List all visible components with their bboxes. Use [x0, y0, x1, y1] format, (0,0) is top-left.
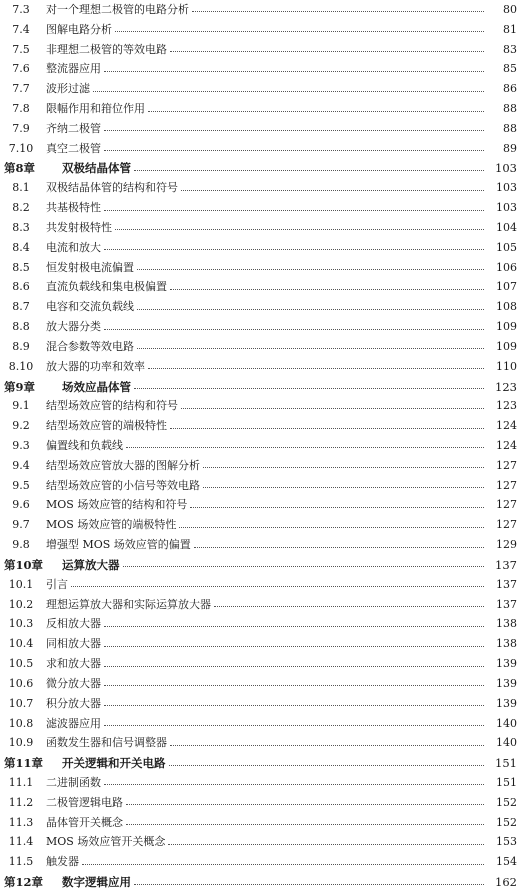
section-title: 触发器: [46, 855, 79, 869]
toc-entry[interactable]: [0, 0, 521, 20]
section-number: 8.4: [12, 240, 30, 254]
dot-leader: [104, 725, 484, 726]
toc-entry[interactable]: [0, 139, 521, 159]
dot-leader: [126, 804, 484, 805]
page-number: 106: [496, 260, 517, 274]
section-title: 双极结晶体管的结构和符号: [46, 181, 178, 195]
dot-leader: [104, 249, 484, 250]
section-number: 7.3: [12, 2, 30, 16]
toc-entry[interactable]: [0, 773, 521, 793]
chapter-number: 第9章: [4, 379, 36, 394]
toc-entry[interactable]: [0, 733, 521, 753]
section-title: 结型场效应管的端极特性: [46, 419, 167, 433]
dot-leader: [123, 566, 485, 567]
section-title: MOS 场效应管的结构和符号: [46, 498, 188, 512]
page-number: 151: [495, 756, 517, 771]
section-number: 7.9: [12, 121, 30, 135]
section-title: MOS 场效应管的端极特性: [46, 518, 177, 532]
section-title: 二极管逻辑电路: [46, 795, 123, 809]
dot-leader: [104, 130, 484, 131]
section-number: 11.3: [8, 815, 34, 829]
dot-leader: [126, 824, 484, 825]
dot-leader: [104, 210, 484, 211]
dot-leader: [82, 864, 484, 865]
section-number: 9.4: [12, 458, 30, 472]
section-number: 11.5: [8, 855, 34, 869]
toc-entry[interactable]: [0, 416, 521, 436]
dot-leader: [181, 408, 484, 409]
section-number: 7.8: [12, 102, 30, 116]
section-title: 波形过滤: [46, 82, 90, 96]
section-number: 7.7: [12, 82, 30, 96]
page-number: 88: [503, 121, 517, 135]
dot-leader: [181, 190, 484, 191]
section-number: 9.6: [12, 498, 30, 512]
toc-entry[interactable]: [0, 634, 521, 654]
dot-leader: [104, 329, 484, 330]
chapter-number: 第11章: [4, 756, 44, 771]
section-title: 整流器应用: [46, 62, 101, 76]
section-title: 反相放大器: [46, 617, 101, 631]
dot-leader: [203, 467, 484, 468]
section-number: 8.9: [12, 339, 30, 353]
page-number: 127: [496, 518, 517, 532]
section-title: 函数发生器和信号调整器: [46, 736, 167, 750]
page-number: 123: [495, 379, 517, 394]
section-title: 积分放大器: [46, 696, 101, 710]
chapter-title: 数字逻辑应用: [62, 875, 131, 890]
section-title: 恒发射极电流偏置: [46, 260, 134, 274]
section-number: 9.2: [12, 419, 30, 433]
page-number: 127: [496, 478, 517, 492]
toc-chapter-heading[interactable]: [0, 753, 521, 773]
dot-leader: [134, 884, 484, 885]
toc-entry[interactable]: [0, 278, 521, 298]
section-title: 真空二极管: [46, 141, 101, 155]
page-number: 108: [496, 300, 517, 314]
section-title: 混合参数等效电路: [46, 339, 134, 353]
dot-leader: [104, 626, 484, 627]
toc-entry[interactable]: [0, 852, 521, 872]
section-title: 同相放大器: [46, 637, 101, 651]
page-number: 124: [496, 419, 517, 433]
toc-entry[interactable]: [0, 198, 521, 218]
section-number: 8.3: [12, 220, 30, 234]
dot-leader: [190, 507, 484, 508]
section-title: 非理想二极管的等效电路: [46, 42, 167, 56]
toc-entry[interactable]: [0, 119, 521, 139]
page-number: 107: [496, 280, 517, 294]
page-number: 85: [503, 62, 517, 76]
section-number: 10.1: [8, 577, 34, 591]
dot-leader: [71, 586, 484, 587]
section-number: 7.10: [8, 141, 34, 155]
dot-leader: [179, 527, 484, 528]
section-title: 求和放大器: [46, 657, 101, 671]
dot-leader: [126, 447, 484, 448]
toc-entry[interactable]: [0, 793, 521, 813]
section-title: 引言: [46, 577, 68, 591]
dot-leader: [93, 91, 484, 92]
section-title: 齐纳二极管: [46, 121, 101, 135]
toc-entry[interactable]: [0, 515, 521, 535]
section-number: 9.3: [12, 438, 30, 452]
section-number: 9.7: [12, 518, 30, 532]
section-title: 结型场效应管的结构和符号: [46, 399, 178, 413]
dot-leader: [137, 348, 484, 349]
section-number: 8.10: [8, 359, 34, 373]
toc-entry[interactable]: [0, 79, 521, 99]
dot-leader: [104, 71, 484, 72]
page-number: 129: [496, 538, 517, 552]
section-title: 电流和放大: [46, 240, 101, 254]
section-title: 晶体管开关概念: [46, 815, 123, 829]
dot-leader: [104, 705, 484, 706]
section-number: 7.5: [12, 42, 30, 56]
section-number: 8.8: [12, 320, 30, 334]
page-number: 109: [496, 339, 517, 353]
toc-entry[interactable]: [0, 654, 521, 674]
page-number: 152: [496, 815, 517, 829]
dot-leader: [170, 289, 484, 290]
page-number: 86: [503, 82, 517, 96]
dot-leader: [194, 547, 484, 548]
page-number: 80: [503, 2, 517, 16]
page-number: 103: [495, 161, 517, 176]
toc-entry[interactable]: [0, 496, 521, 516]
dot-leader: [203, 487, 484, 488]
page-number: 140: [496, 716, 517, 730]
section-number: 11.2: [8, 795, 34, 809]
toc-entry[interactable]: [0, 396, 521, 416]
page-number: 137: [496, 597, 517, 611]
dot-leader: [168, 844, 484, 845]
section-title: 直流负载线和集电极偏置: [46, 280, 167, 294]
toc-entry[interactable]: [0, 99, 521, 119]
toc-entry[interactable]: [0, 337, 521, 357]
page-number: 89: [503, 141, 517, 155]
section-title: 共发射极特性: [46, 220, 112, 234]
section-number: 7.4: [12, 22, 30, 36]
chapter-title: 场效应晶体管: [62, 379, 131, 394]
section-number: 9.1: [12, 399, 30, 413]
chapter-number: 第8章: [4, 161, 36, 176]
dot-leader: [148, 368, 484, 369]
section-number: 10.6: [8, 676, 34, 690]
page-number: 88: [503, 102, 517, 116]
section-title: 结型场效应管的小信号等效电路: [46, 478, 200, 492]
dot-leader: [170, 51, 484, 52]
page-number: 105: [496, 240, 517, 254]
dot-leader: [115, 229, 484, 230]
page-number: 140: [496, 736, 517, 750]
toc-entry[interactable]: [0, 297, 521, 317]
section-title: 增强型 MOS 场效应管的偏置: [46, 538, 191, 552]
toc-chapter-heading[interactable]: [0, 159, 521, 179]
toc-entry[interactable]: [0, 238, 521, 258]
dot-leader: [104, 150, 484, 151]
chapter-title: 运算放大器: [62, 557, 120, 572]
dot-leader: [170, 428, 484, 429]
section-title: 放大器分类: [46, 320, 101, 334]
page-number: 103: [496, 201, 517, 215]
section-number: 11.4: [8, 835, 34, 849]
dot-leader: [214, 606, 484, 607]
section-title: 共基极特性: [46, 201, 101, 215]
section-title: 结型场效应管放大器的图解分析: [46, 458, 200, 472]
toc-entry[interactable]: [0, 714, 521, 734]
page-number: 138: [496, 617, 517, 631]
page-number: 151: [496, 775, 517, 789]
dot-leader: [192, 11, 484, 12]
page-number: 124: [496, 438, 517, 452]
toc-entry[interactable]: [0, 595, 521, 615]
section-number: 8.6: [12, 280, 30, 294]
section-title: 放大器的功率和效率: [46, 359, 145, 373]
chapter-title: 开关逻辑和开关电路: [62, 756, 166, 771]
section-number: 8.7: [12, 300, 30, 314]
chapter-title: 双极结晶体管: [62, 161, 131, 176]
page-number: 110: [496, 359, 517, 373]
section-number: 10.8: [8, 716, 34, 730]
toc-entry[interactable]: [0, 436, 521, 456]
toc-entry[interactable]: [0, 694, 521, 714]
dot-leader: [115, 31, 484, 32]
toc-entry[interactable]: [0, 674, 521, 694]
dot-leader: [134, 388, 484, 389]
toc-entry[interactable]: [0, 40, 521, 60]
section-number: 9.8: [12, 538, 30, 552]
dot-leader: [148, 111, 484, 112]
dot-leader: [170, 745, 484, 746]
page-number: 137: [496, 577, 517, 591]
toc-chapter-heading[interactable]: [0, 872, 521, 892]
section-number: 10.2: [8, 597, 34, 611]
toc-entry[interactable]: [0, 476, 521, 496]
page-number: 104: [496, 220, 517, 234]
section-number: 8.1: [12, 181, 30, 195]
dot-leader: [137, 309, 484, 310]
section-number: 10.9: [8, 736, 34, 750]
dot-leader: [169, 765, 485, 766]
page-number: 127: [496, 458, 517, 472]
toc-entry[interactable]: [0, 833, 521, 853]
dot-leader: [134, 170, 484, 171]
toc-entry[interactable]: [0, 178, 521, 198]
section-number: 8.2: [12, 201, 30, 215]
section-title: 对一个理想二极管的电路分析: [46, 2, 189, 16]
toc-entry[interactable]: [0, 20, 521, 40]
section-title: MOS 场效应管开关概念: [46, 835, 166, 849]
section-title: 理想运算放大器和实际运算放大器: [46, 597, 211, 611]
section-title: 电容和交流负载线: [46, 300, 134, 314]
page-number: 81: [503, 22, 517, 36]
page-number: 139: [496, 676, 517, 690]
chapter-number: 第10章: [4, 557, 44, 572]
page-number: 137: [495, 557, 517, 572]
page-number: 138: [496, 637, 517, 651]
toc-entry[interactable]: [0, 614, 521, 634]
chapter-number: 第12章: [4, 875, 44, 890]
toc-chapter-heading[interactable]: [0, 555, 521, 575]
dot-leader: [137, 269, 484, 270]
toc-entry[interactable]: [0, 59, 521, 79]
page-number: 154: [496, 855, 517, 869]
toc-entry[interactable]: [0, 535, 521, 555]
dot-leader: [104, 666, 484, 667]
section-number: 10.4: [8, 637, 34, 651]
page-number: 127: [496, 498, 517, 512]
section-number: 7.6: [12, 62, 30, 76]
toc-entry[interactable]: [0, 317, 521, 337]
page-number: 139: [496, 657, 517, 671]
section-number: 9.5: [12, 478, 30, 492]
section-number: 8.5: [12, 260, 30, 274]
dot-leader: [104, 685, 484, 686]
page-number: 83: [503, 42, 517, 56]
section-title: 图解电路分析: [46, 22, 112, 36]
page-number: 152: [496, 795, 517, 809]
toc-entry[interactable]: [0, 813, 521, 833]
section-number: 11.1: [8, 775, 34, 789]
toc-entry[interactable]: [0, 575, 521, 595]
section-title: 偏置线和负载线: [46, 438, 123, 452]
toc-entry[interactable]: [0, 218, 521, 238]
section-title: 微分放大器: [46, 676, 101, 690]
dot-leader: [104, 646, 484, 647]
section-number: 10.5: [8, 657, 34, 671]
section-number: 10.3: [8, 617, 34, 631]
section-title: 滤波器应用: [46, 716, 101, 730]
section-title: 限幅作用和箝位作用: [46, 102, 145, 116]
toc-entry[interactable]: [0, 357, 521, 377]
dot-leader: [104, 784, 484, 785]
page-number: 153: [496, 835, 517, 849]
page-number: 109: [496, 320, 517, 334]
section-number: 10.7: [8, 696, 34, 710]
page-number: 139: [496, 696, 517, 710]
page-number: 162: [495, 875, 517, 890]
toc-entry[interactable]: [0, 258, 521, 278]
toc-chapter-heading[interactable]: [0, 377, 521, 397]
page-number: 103: [496, 181, 517, 195]
section-title: 二进制函数: [46, 775, 101, 789]
toc-entry[interactable]: [0, 456, 521, 476]
page-number: 123: [496, 399, 517, 413]
